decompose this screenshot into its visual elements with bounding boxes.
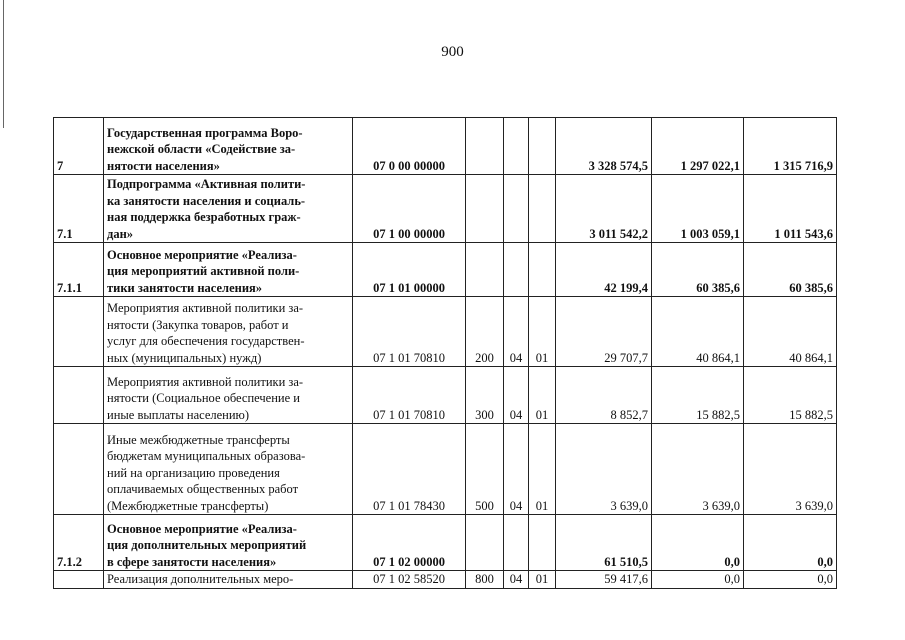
table-row [54, 424, 837, 515]
row-name-line: ция мероприятий активной поли- [107, 264, 300, 278]
row-number-cell [54, 424, 104, 515]
amount-year3-cell: 15 882,5 [744, 367, 837, 424]
table-row [54, 243, 837, 297]
section-cell [504, 243, 529, 297]
row-name-line: иные выплаты населению) [107, 407, 250, 422]
row-name-line: Основное мероприятие «Реализа- [107, 247, 297, 262]
row-name-line: Государственная программа Воро- [107, 125, 303, 140]
amount-year2-cell: 1 297 022,1 [652, 118, 744, 175]
expense-type-cell: 500 [466, 424, 504, 515]
row-number-cell [54, 297, 104, 367]
budget-table [53, 117, 837, 589]
row-name-line: Мероприятия активной политики за- [107, 301, 304, 315]
row-name-line: Мероприятия активной политики за- [107, 374, 304, 389]
amount-year1-cell: 3 639,0 [556, 424, 652, 515]
row-name-cell [104, 367, 353, 424]
row-name-cell [104, 243, 353, 297]
expense-type-cell [466, 175, 504, 243]
budget-code-cell: 07 1 00 00000 [353, 175, 466, 243]
row-name-line: Иные межбюджетные трансферты [107, 432, 290, 447]
row-name-line: Основное мероприятие «Реализа- [107, 521, 297, 536]
row-number-cell: 7 [54, 118, 104, 175]
subsection-cell [529, 243, 556, 297]
amount-year3-cell: 0,0 [744, 571, 837, 589]
amount-year3-cell: 3 639,0 [744, 424, 837, 515]
row-name-line: нятости (Социальное обеспечение и [107, 391, 300, 405]
amount-year2-cell: 40 864,1 [652, 297, 744, 367]
row-name-line: оплачиваемых общественных работ [107, 482, 299, 496]
amount-year2-cell: 1 003 059,1 [652, 175, 744, 243]
budget-code-cell: 07 1 01 70810 [353, 297, 466, 367]
amount-year3-cell: 40 864,1 [744, 297, 837, 367]
row-name-cell [104, 515, 353, 571]
section-cell [504, 515, 529, 571]
amount-year3-cell: 1 315 716,9 [744, 118, 837, 175]
table-row [54, 118, 837, 175]
table-row [54, 297, 837, 367]
budget-code-cell: 07 1 01 70810 [353, 367, 466, 424]
row-name-line: ция дополнительных мероприятий [107, 538, 307, 552]
amount-year1-cell: 8 852,7 [556, 367, 652, 424]
budget-code-cell: 07 1 02 58520 [353, 571, 466, 589]
row-name-line: бюджетам муниципальных образова- [107, 449, 306, 463]
expense-type-cell: 300 [466, 367, 504, 424]
amount-year1-cell: 3 328 574,5 [556, 118, 652, 175]
row-number-cell [54, 571, 104, 589]
row-name-line: нятости (Закупка товаров, работ и [107, 317, 289, 332]
amount-year2-cell: 60 385,6 [652, 243, 744, 297]
expense-type-cell [466, 243, 504, 297]
budget-code-cell: 07 1 01 00000 [353, 243, 466, 297]
subsection-cell: 01 [529, 424, 556, 515]
subsection-cell: 01 [529, 297, 556, 367]
page-number: 900 [441, 44, 464, 60]
subsection-cell [529, 515, 556, 571]
amount-year2-cell: 15 882,5 [652, 367, 744, 424]
row-name-line: ний на организацию проведения [107, 465, 280, 480]
table-row [54, 175, 837, 243]
section-cell: 04 [504, 424, 529, 515]
row-number-cell: 7.1.2 [54, 515, 104, 571]
budget-code-cell: 07 0 00 00000 [353, 118, 466, 175]
budget-code-cell: 07 1 02 00000 [353, 515, 466, 571]
amount-year2-cell: 0,0 [652, 571, 744, 589]
row-name-line: (Межбюджетные трансферты) [107, 498, 269, 513]
row-name-line: в сфере занятости населения» [107, 554, 277, 569]
subsection-cell: 01 [529, 367, 556, 424]
row-name-line: нежской области «Содействие за- [107, 142, 296, 156]
row-name-cell [104, 571, 353, 589]
subsection-cell [529, 118, 556, 175]
amount-year2-cell: 3 639,0 [652, 424, 744, 515]
row-number-cell: 7.1 [54, 175, 104, 243]
section-cell: 04 [504, 571, 529, 589]
section-cell [504, 118, 529, 175]
table-row [54, 571, 837, 589]
amount-year1-cell: 3 011 542,2 [556, 175, 652, 243]
section-cell [504, 175, 529, 243]
row-name-line: Реализация дополнительных меро- [107, 572, 294, 586]
row-name-line: ка занятости населения и социаль- [107, 193, 306, 208]
row-name-line: нятости населения» [107, 158, 220, 173]
amount-year1-cell: 61 510,5 [556, 515, 652, 571]
row-name-line: ная поддержка безработных граж- [107, 210, 301, 224]
row-number-cell: 7.1.1 [54, 243, 104, 297]
expense-type-cell [466, 118, 504, 175]
row-name-cell [104, 175, 353, 243]
section-cell: 04 [504, 367, 529, 424]
budget-code-cell: 07 1 01 78430 [353, 424, 466, 515]
section-cell: 04 [504, 297, 529, 367]
binding-margin-line [3, 0, 4, 128]
table-row [54, 515, 837, 571]
row-name-line: дан» [107, 226, 134, 241]
subsection-cell [529, 175, 556, 243]
row-name-cell [104, 297, 353, 367]
table-row [54, 367, 837, 424]
row-name-line: Подпрограмма «Активная полити- [107, 177, 306, 191]
expense-type-cell [466, 515, 504, 571]
expense-type-cell: 200 [466, 297, 504, 367]
amount-year1-cell: 29 707,7 [556, 297, 652, 367]
subsection-cell: 01 [529, 571, 556, 589]
row-name-line: услуг для обеспечения государствен- [107, 334, 305, 348]
row-number-cell [54, 367, 104, 424]
row-name-line: тики занятости населения» [107, 280, 263, 295]
amount-year1-cell: 59 417,6 [556, 571, 652, 589]
row-name-cell [104, 424, 353, 515]
row-name-line: ных (муниципальных) нужд) [107, 350, 262, 365]
amount-year3-cell: 1 011 543,6 [744, 175, 837, 243]
amount-year3-cell: 0,0 [744, 515, 837, 571]
amount-year2-cell: 0,0 [652, 515, 744, 571]
amount-year3-cell: 60 385,6 [744, 243, 837, 297]
row-name-cell [104, 118, 353, 175]
amount-year1-cell: 42 199,4 [556, 243, 652, 297]
expense-type-cell: 800 [466, 571, 504, 589]
